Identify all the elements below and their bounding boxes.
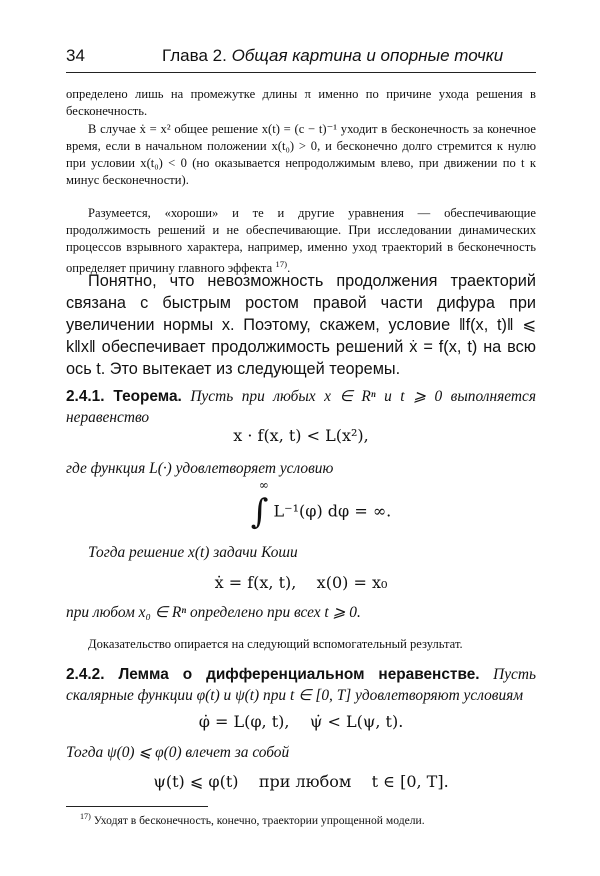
cauchy-formula: ẋ = f(x, t), x(0) = x₀	[214, 573, 388, 592]
integral-formula	[66, 478, 556, 532]
page-number: 34	[66, 46, 85, 65]
lemma-heading: 2.4.2. Лемма о дифференциальном неравенстве.	[66, 666, 480, 683]
footnote-text: Уходят в бесконечность, конечно, траектории упрощенной модели.	[93, 813, 425, 827]
integral-sign: ∫ ∞	[250, 478, 269, 532]
theorem-condition: где функция L(·) удовлетворяет условию	[66, 460, 334, 477]
remark-text: Разумеется, «хороши» и те и другие уравнения — обеспечивающие продолжимость решений и не обеспечивающие. При исследовании динамических процессов взрывного характера, например, именно уход траекторий в бесконечность определяет причину главного эффекта	[66, 206, 536, 276]
proof-note: Доказательство опирается на следующий вспомогательный результат.	[88, 637, 463, 651]
lemma-block	[66, 664, 536, 706]
footnote-mark: 17)	[80, 812, 91, 821]
integral-upper-limit: ∞	[258, 478, 269, 492]
intro-paragraph-1: определено лишь на промежутке длины π именно по причине ухода решения в бесконечность.	[66, 87, 536, 118]
lemma-formula: φ̇ = L(φ, t), ψ̇ < L(ψ, t).	[198, 712, 404, 731]
intro-paragraph-2: В случае ẋ = x² общее решение x(t) = (c − t)⁻¹ уходит в бесконечность за конечное время, если в начальном положении x(t₀) > 0, и бесконечно долго стремится к нулю при условии x(t₀) < 0 (но оказывается непродолжимым влево, при движении по t к минус бесконечности).	[66, 122, 536, 187]
theorem-heading: 2.4.1. Теорема.	[66, 388, 182, 405]
integral-body: L⁻¹(φ) dφ = ∞.	[273, 501, 392, 521]
chapter-label: Глава 2.	[162, 46, 227, 65]
theorem-formula: x · f(x, t) < L(x²),	[233, 426, 369, 445]
lemma-conclusion: ψ(t) ⩽ φ(t) при любом t ∈ [0, T].	[153, 772, 449, 791]
lemma-then: Тогда ψ(0) ⩽ φ(0) влечет за собой	[66, 744, 290, 761]
chapter-heading	[162, 46, 503, 66]
remark-paragraph: Разумеется, «хороши» и те и другие уравнения — обеспечивающие продолжимость решений и не обеспечивающие. При исследовании динамических процессов взрывного характера, например, именно уход траекторий в бесконечность определяет причину главного эффекта $^{17)}$.	[66, 206, 536, 276]
lemma-statement: Пусть скалярные функции φ(t) и ψ(t) при t ∈ [0, T] удовлетворяют условиям	[66, 666, 536, 704]
footnote-divider	[66, 806, 208, 807]
chapter-title: Общая картина и опорные точки	[231, 46, 504, 65]
footnote	[80, 812, 425, 827]
running-header	[66, 44, 536, 73]
theorem-block	[66, 386, 536, 428]
theorem-then: Тогда решение x(t) задачи Коши	[88, 544, 298, 561]
footnote-ref: 17)	[275, 259, 288, 269]
main-paragraph: Понятно, что невозможность продолжения траекторий связана с быстрым ростом правой части дифура при увеличении нормы x. Поэтому, скажем, условие ‖f(x, t)‖ ⩽ k‖x‖ обеспечивает продолжимость решений ẋ = f(x, t) на всю ось t. Это вытекает из следующей теоремы.	[66, 272, 536, 378]
theorem-conclusion: при любом x₀ ∈ Rⁿ определено при всех t ⩾ 0.	[66, 604, 361, 621]
theorem-statement: Пусть при любых x ∈ Rⁿ и t ⩾ 0 выполняется неравенство	[66, 388, 536, 426]
